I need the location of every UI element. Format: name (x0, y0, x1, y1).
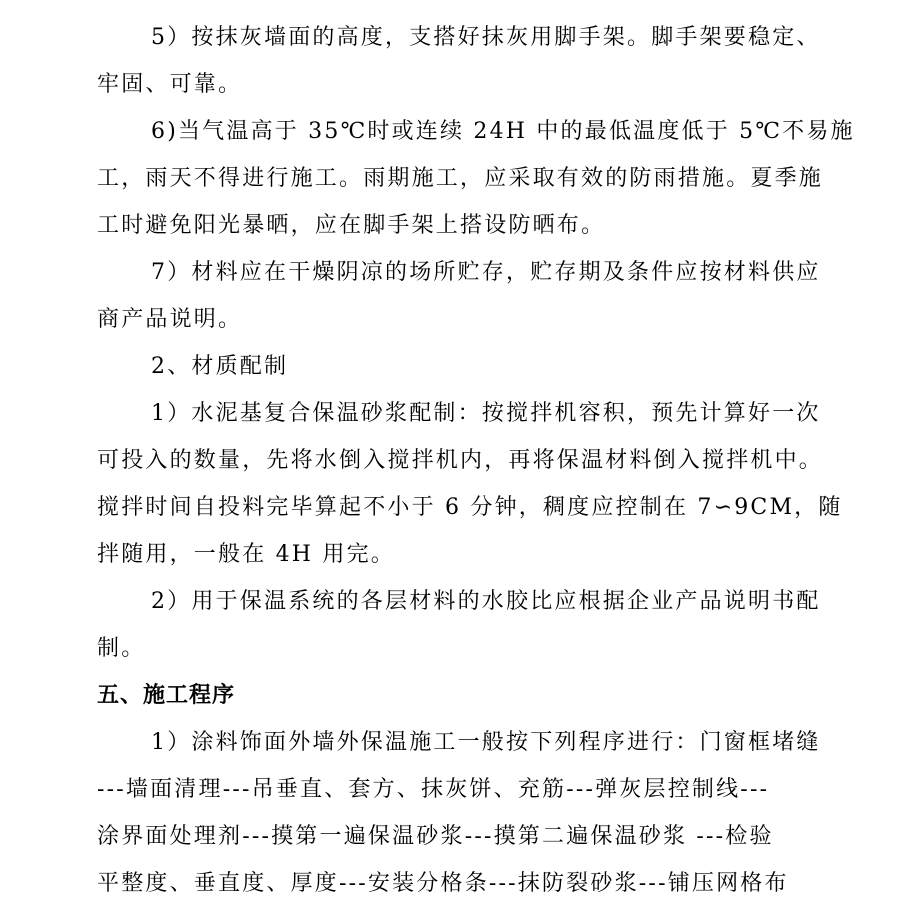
paragraph-line: 搅拌时间自投料完毕算起不小于 6 分钟，稠度应控制在 7∽9CM，随 (97, 495, 843, 520)
paragraph-line: 牢固、可靠。 (97, 72, 243, 97)
paragraph-line: 1）涂料饰面外墙外保温施工一般按下列程序进行：门窗框堵缝 (151, 730, 821, 755)
paragraph-line: 可投入的数量，先将水倒入搅拌机内，再将保温材料倒入搅拌机中。 (97, 448, 824, 473)
paragraph-line: 制。 (97, 636, 146, 661)
paragraph-line: ---墙面清理---吊垂直、套方、抹灰饼、充筋---弹灰层控制线--- (97, 777, 770, 802)
paragraph-line: 商产品说明。 (97, 307, 243, 332)
section-heading: 五、施工程序 (97, 683, 236, 708)
paragraph-line: 6)当气温高于 35℃时或连续 24H 中的最低温度低于 5℃不易施 (151, 119, 855, 144)
paragraph-line: 5）按抹灰墙面的高度，支搭好抹灰用脚手架。脚手架要稳定、 (151, 25, 821, 50)
paragraph-line: 拌随用，一般在 4H 用完。 (97, 542, 395, 567)
paragraph-line: 工时避免阳光暴晒，应在脚手架上搭设防晒布。 (97, 213, 606, 238)
paragraph-line: 工，雨天不得进行施工。雨期施工，应采取有效的防雨措施。夏季施 (97, 166, 824, 191)
paragraph-line: 2）用于保温系统的各层材料的水胶比应根据企业产品说明书配 (151, 589, 821, 614)
paragraph-line: 7）材料应在干燥阴凉的场所贮存，贮存期及条件应按材料供应 (151, 260, 821, 285)
paragraph-line: 1）水泥基复合保温砂浆配制：按搅拌机容积，预先计算好一次 (151, 401, 821, 426)
paragraph-line: 涂界面处理剂---摸第一遍保温砂浆---摸第二遍保温砂浆 ---检验 (97, 824, 774, 849)
section-subtitle: 2、材质配制 (151, 354, 289, 379)
paragraph-line: 平整度、垂直度、厚度---安装分格条---抹防裂砂浆---铺压网格布 (97, 871, 789, 896)
